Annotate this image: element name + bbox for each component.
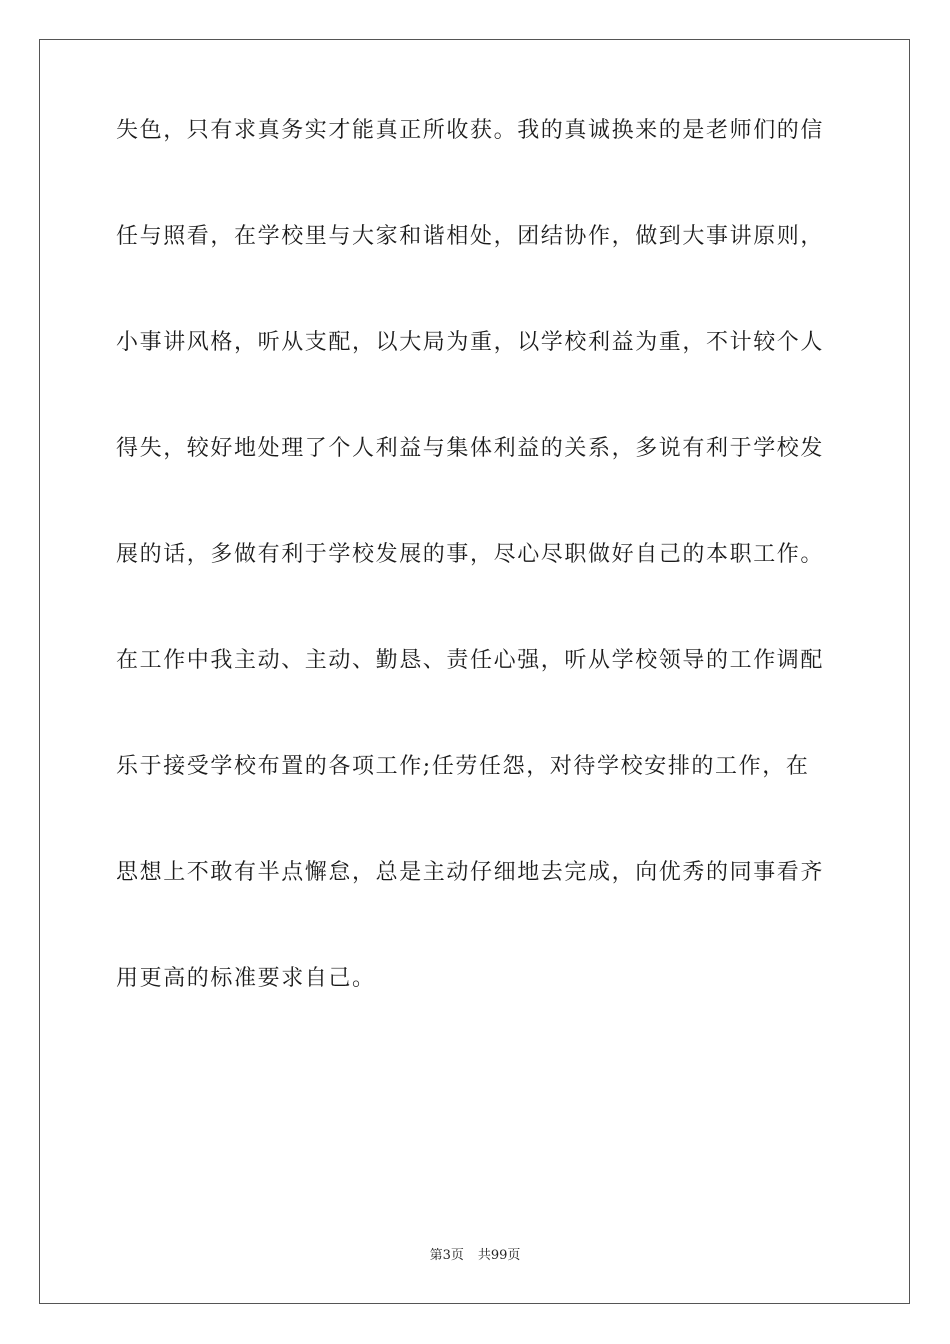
paragraph-line: 乐于接受学校布置的各项工作;任劳任怨，对待学校安排的工作，在 — [116, 754, 810, 779]
document-body — [116, 118, 836, 1076]
paragraph-line: 展的话，多做有利于学校发展的事，尽心尽职做好自己的本职工作。 — [116, 542, 825, 567]
page-total: 共99页 — [477, 1248, 521, 1263]
paragraph-line: 小事讲风格，听从支配，以大局为重，以学校利益为重，不计较个人 — [116, 330, 825, 355]
paragraph-line: 任与照看，在学校里与大家和谐相处，团结协作，做到大事讲原则， — [116, 224, 825, 249]
paragraph-line: 失色，只有求真务实才能真正所收获。我的真诚换来的是老师们的信 — [116, 118, 825, 143]
paragraph-line: 得失，较好地处理了个人利益与集体利益的关系，多说有利于学校发 — [116, 436, 825, 461]
paragraph-line: 在工作中我主动、主动、勤恳、责任心强，听从学校领导的工作调配 — [116, 648, 825, 673]
paragraph-line: 用更高的标准要求自己。 — [116, 966, 376, 991]
page-footer — [0, 1247, 950, 1265]
page-number: 第3页 — [429, 1248, 464, 1263]
paragraph-line: 思想上不敢有半点懈怠，总是主动仔细地去完成，向优秀的同事看齐 — [116, 860, 825, 885]
